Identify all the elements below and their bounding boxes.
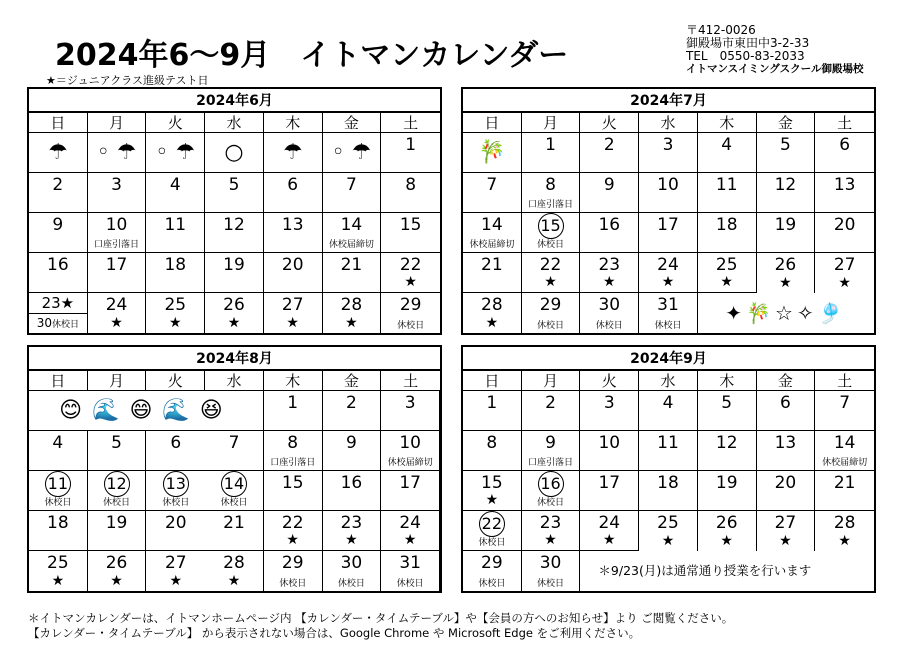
day-cell: 23 ★	[323, 511, 382, 551]
day-cell: 29 休校日	[264, 551, 323, 591]
day-cell: 15 ★	[463, 471, 522, 511]
day-cell: 19	[205, 253, 264, 293]
day-cell: 21	[463, 253, 522, 293]
day-cell: 28 ★	[833, 513, 856, 549]
weekday-thu: 木	[264, 113, 323, 133]
day-cell: 23 ★	[580, 253, 639, 293]
day-cell: 11 休校日	[29, 471, 88, 511]
day-cell: 10	[580, 431, 639, 471]
legend-note: ★＝ジュニアクラス進級テスト日	[46, 74, 209, 87]
day-cell: 2	[580, 133, 639, 173]
day-cell: 16 休校日	[522, 471, 581, 511]
day-cell: 29 休校日	[463, 551, 522, 591]
day-cell: 7	[323, 173, 382, 213]
day-cell: 5	[698, 391, 757, 431]
day-cell: 12	[757, 173, 816, 213]
day-cell: 24 ★	[580, 511, 639, 551]
day-cell: 15	[381, 213, 440, 253]
umbrella-icon: ◦ ☂	[146, 133, 205, 173]
footer-notes	[28, 611, 733, 641]
day-cell: 15 休校日	[522, 213, 581, 253]
day-cell: 22 ★	[381, 253, 440, 293]
day-cell: 17	[639, 213, 698, 253]
weekday-mon: 月	[522, 113, 581, 133]
day-cell: 7	[815, 391, 874, 431]
day-cell: 28 ★	[205, 551, 264, 591]
day-cell: 1	[463, 391, 522, 431]
tanabata-decoration-icon: ✦🎋☆✧🎐	[725, 301, 847, 325]
day-cell: 5	[88, 431, 147, 471]
day-cell: 15	[264, 471, 323, 511]
day-cell: 26 ★	[88, 551, 147, 591]
day-cell: 13	[815, 173, 874, 213]
day-cell: 13	[264, 213, 323, 253]
ring-icon: ○	[205, 133, 264, 173]
weekday-sun: 日	[29, 113, 88, 133]
day-cell: 20	[757, 471, 816, 511]
day-cell: 18	[29, 511, 88, 551]
day-cell: 12	[205, 213, 264, 253]
page-title: 2024年6～9月 イトマンカレンダー	[55, 38, 569, 73]
day-cell: 23 ★	[522, 511, 581, 551]
day-cell: 9	[580, 173, 639, 213]
umbrella-icon: ☂	[29, 133, 88, 173]
day-cell: 18	[146, 253, 205, 293]
withdrawal-mark: 口座引落日	[94, 240, 140, 250]
day-cell: 22 ★	[522, 253, 581, 293]
day-cell: 29 休校日	[522, 293, 581, 333]
day-cell: 26 ★	[757, 253, 816, 293]
umbrella-icon: ◦ ☂	[88, 133, 147, 173]
weekday-wed: 水	[205, 113, 264, 133]
day-cell: 12 休校日	[88, 471, 147, 511]
day-cell: 16	[29, 253, 88, 293]
calendar-july	[461, 87, 876, 335]
weekday-sat: 土	[815, 113, 874, 133]
street-address: 御殿場市東田中3-2-33	[686, 36, 810, 50]
day-cell: 26 ★	[205, 293, 264, 333]
day-cell: 29 休校日	[397, 295, 425, 331]
day-cell: 4	[698, 133, 757, 173]
day-cell: 30 休校日	[522, 551, 581, 591]
day-cell: 24 ★	[88, 293, 147, 333]
day-cell: 3	[639, 133, 698, 173]
weekday-tue: 火	[580, 371, 639, 391]
school-address	[686, 24, 863, 76]
day-cell: 27 ★	[833, 255, 856, 291]
weekday-wed: 水	[639, 371, 698, 391]
day-cell: 5	[757, 133, 816, 173]
day-cell: 3	[381, 391, 440, 431]
day-cell: 27 ★	[264, 293, 323, 333]
day-cell: 14 休校届締切	[815, 431, 874, 471]
weekday-sun: 日	[29, 371, 88, 391]
day-cell: 5	[205, 173, 264, 213]
day-cell: 13 休校日	[146, 471, 205, 511]
day-cell: 31 休校日	[381, 551, 440, 591]
day-cell: 4	[146, 173, 205, 213]
day-cell: 21	[815, 471, 874, 511]
star-mark: ★	[404, 274, 417, 290]
day-cell: 4	[639, 391, 698, 431]
deadline-mark: 休校届締切	[328, 240, 374, 250]
day-cell: 31 休校日	[639, 293, 698, 333]
day-cell: 11	[698, 173, 757, 213]
day-cell: 14 休校日	[205, 471, 264, 511]
day-cell: 24 ★	[639, 253, 698, 293]
day-cell: 8 口座引落日	[264, 431, 323, 471]
day-cell: 2	[522, 391, 581, 431]
day-cell: 17	[580, 471, 639, 511]
tanabata-decoration-icon: 🎋	[463, 133, 522, 173]
weekday-mon: 月	[88, 371, 147, 391]
day-cell: 18	[698, 213, 757, 253]
telephone: TEL 0550-83-2033	[686, 49, 805, 63]
day-cell: 14 休校届締切	[463, 213, 522, 253]
weekday-fri: 金	[757, 113, 816, 133]
umbrella-icon: ◦ ☂	[323, 133, 382, 173]
day-cell: 1	[381, 133, 440, 173]
footer-line-1: ＊イトマンカレンダーは、イトマンホームページ内 【カレンダー・タイムテーブル】や【会員の方へのお知らせ】より ご閲覧ください。	[28, 611, 734, 625]
weekday-wed: 水	[205, 371, 264, 391]
school-name: イトマンスイミングスクール御殿場校	[686, 63, 864, 75]
day-cell: 6	[815, 133, 874, 173]
calendar-june	[27, 87, 442, 335]
day-cell: 30 休校日	[580, 293, 639, 333]
day-cell: 19	[757, 213, 816, 253]
day-cell: 6	[146, 431, 205, 471]
day-cell: 20	[815, 213, 874, 253]
day-cell: 10 休校届締切	[381, 431, 440, 471]
weekday-sat: 土	[381, 113, 440, 133]
weekday-sat: 土	[815, 371, 874, 391]
day-cell: 20	[146, 511, 205, 551]
day-cell: 1	[264, 391, 323, 431]
calendar-title: 2024年8月	[29, 347, 440, 371]
kids-swimming-illustration: 😊🌊😄🌊😆	[29, 391, 264, 431]
weekday-tue: 火	[580, 113, 639, 133]
weekday-thu: 木	[698, 113, 757, 133]
day-cell: 4	[29, 431, 88, 471]
calendar-title: 2024年6月	[29, 89, 440, 113]
day-cell: 3	[88, 173, 147, 213]
day-cell: 16	[323, 471, 382, 511]
day-cell: 22 休校日	[463, 511, 522, 551]
day-cell: 11	[639, 431, 698, 471]
footer-line-2: 【カレンダー・タイムテーブル】 から表示されない場合は、Google Chrome や Microsoft Edge をご利用ください。	[28, 626, 641, 640]
weekday-fri: 金	[323, 371, 382, 391]
day-cell: 25 ★	[146, 293, 205, 333]
day-cell: 12	[698, 431, 757, 471]
day-cell: 9	[29, 213, 88, 253]
weekday-sun: 日	[463, 371, 522, 391]
day-cell: 25 ★	[698, 253, 757, 293]
weekday-sat: 土	[381, 371, 440, 391]
day-cell: 9	[323, 431, 382, 471]
day-cell: 27 ★	[757, 511, 816, 551]
day-cell: 13	[757, 431, 816, 471]
day-cell: 7	[463, 173, 522, 213]
weekday-mon: 月	[522, 371, 581, 391]
day-cell: 28 ★	[323, 293, 382, 333]
day-cell: 25 ★	[639, 511, 698, 551]
day-cell: 26 ★	[698, 511, 757, 551]
weekday-sun: 日	[463, 113, 522, 133]
weekday-wed: 水	[639, 113, 698, 133]
day-cell: 28 ★	[463, 293, 522, 333]
day-cell: 17	[88, 253, 147, 293]
weekday-tue: 火	[146, 371, 205, 391]
day-cell: 6	[757, 391, 816, 431]
day-cell: 24 ★	[381, 511, 440, 551]
day-cell: 20	[264, 253, 323, 293]
day-cell: 10	[639, 173, 698, 213]
day-cell: 7	[205, 431, 264, 471]
day-cell-split: 23★ 30休校日	[29, 293, 88, 333]
umbrella-icon: ☂	[264, 133, 323, 173]
weekday-tue: 火	[146, 113, 205, 133]
day-cell: 22 ★	[264, 511, 323, 551]
weekday-mon: 月	[88, 113, 147, 133]
calendar-august	[27, 345, 442, 593]
weekday-fri: 金	[323, 113, 382, 133]
day-cell: 18	[639, 471, 698, 511]
calendar-title: 2024年9月	[463, 347, 874, 371]
day-cell: 14 休校届締切	[323, 213, 382, 253]
day-cell: 10 口座引落日	[88, 213, 147, 253]
day-cell: 8 口座引落日	[522, 173, 581, 213]
day-cell: 3	[580, 391, 639, 431]
day-cell: 9 口座引落日	[522, 431, 581, 471]
day-cell: 25 ★	[29, 551, 88, 591]
day-cell: 2	[29, 173, 88, 213]
day-cell: 2	[323, 391, 382, 431]
weekday-thu: 木	[698, 371, 757, 391]
day-cell: 11	[146, 213, 205, 253]
day-cell: 19	[88, 511, 147, 551]
day-cell: 8	[463, 431, 522, 471]
day-cell: 6	[264, 173, 323, 213]
day-cell: 30 休校日	[323, 551, 382, 591]
day-cell: 16	[580, 213, 639, 253]
september-note: ＊9/23(月)は通常通り授業を行います	[598, 563, 812, 578]
weekday-thu: 木	[264, 371, 323, 391]
calendar-september	[461, 345, 876, 593]
day-cell: 27 ★	[164, 553, 187, 589]
day-cell: 8	[381, 173, 440, 213]
day-cell: 21	[205, 511, 264, 551]
day-cell: 17	[381, 471, 440, 511]
weekday-fri: 金	[757, 371, 816, 391]
day-cell: 21	[323, 253, 382, 293]
day-cell: 1	[522, 133, 581, 173]
day-cell: 19	[698, 471, 757, 511]
postal-code: 〒412-0026	[686, 23, 756, 37]
calendar-title: 2024年7月	[463, 89, 874, 113]
